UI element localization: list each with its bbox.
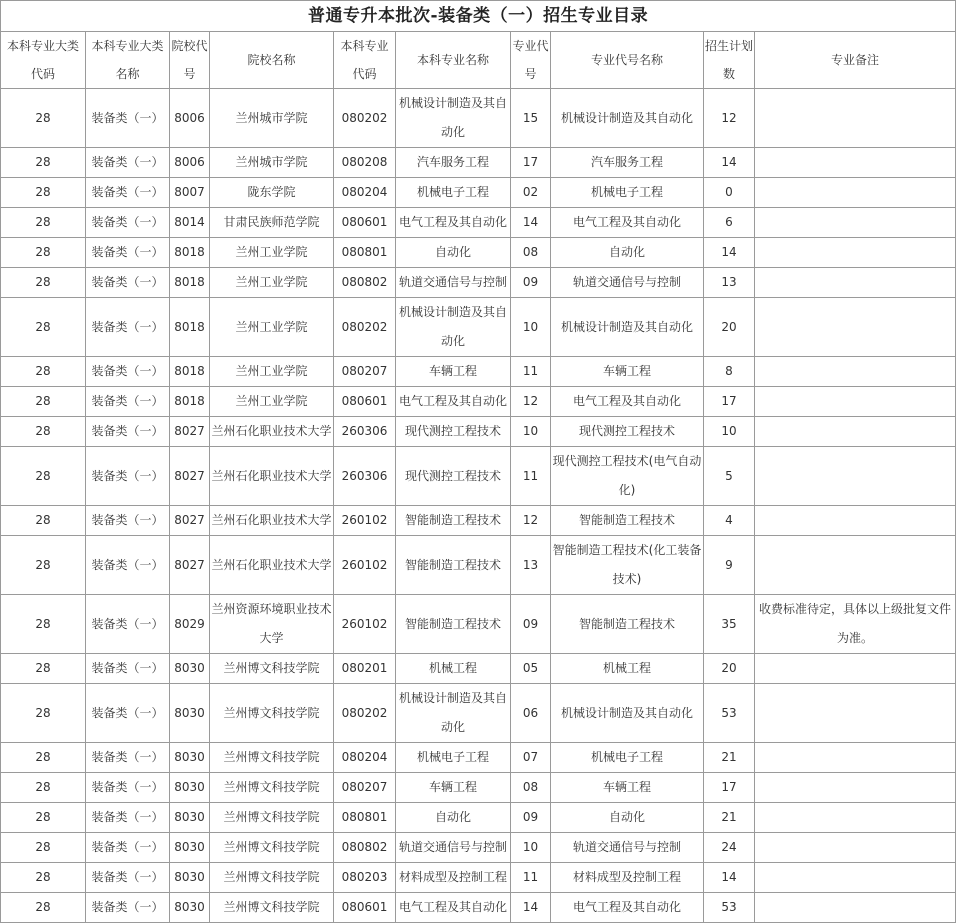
- remarks-cell: [755, 89, 956, 148]
- category-code-cell: 28: [1, 684, 86, 743]
- table-row: [1, 387, 956, 417]
- school-name-cell: 兰州石化职业技术大学: [210, 417, 334, 447]
- category-code-cell: 28: [1, 506, 86, 536]
- header-row: [1, 32, 956, 89]
- remarks-cell: [755, 684, 956, 743]
- major-code-cell: 080208: [334, 148, 396, 178]
- major-name-cell: 电气工程及其自动化: [396, 208, 511, 238]
- plan-count-cell: 53: [704, 893, 755, 923]
- table-row: [1, 447, 956, 506]
- specialty-code-cell: 12: [511, 387, 551, 417]
- category-code-cell: 28: [1, 89, 86, 148]
- remarks-cell: [755, 447, 956, 506]
- category-name-cell: 装备类（一）: [86, 893, 170, 923]
- specialty-code-cell: 08: [511, 238, 551, 268]
- specialty-name-cell: 车辆工程: [551, 773, 704, 803]
- major-code-cell: 260306: [334, 417, 396, 447]
- school-code-cell: 8030: [170, 654, 210, 684]
- major-name-cell: 车辆工程: [396, 357, 511, 387]
- category-name-cell: 装备类（一）: [86, 536, 170, 595]
- remarks-cell: [755, 208, 956, 238]
- specialty-name-cell: 机械工程: [551, 654, 704, 684]
- plan-count-cell: 14: [704, 863, 755, 893]
- category-name-cell: 装备类（一）: [86, 178, 170, 208]
- category-name-cell: 装备类（一）: [86, 803, 170, 833]
- specialty-name-cell: 材料成型及控制工程: [551, 863, 704, 893]
- specialty-name-cell: 轨道交通信号与控制: [551, 833, 704, 863]
- school-name-cell: 兰州城市学院: [210, 148, 334, 178]
- major-name-cell: 机械电子工程: [396, 178, 511, 208]
- specialty-code-cell: 12: [511, 506, 551, 536]
- category-name-cell: 装备类（一）: [86, 357, 170, 387]
- table-row: [1, 536, 956, 595]
- remarks-cell: [755, 148, 956, 178]
- category-name-cell: 装备类（一）: [86, 684, 170, 743]
- major-code-cell: 260102: [334, 595, 396, 654]
- major-code-cell: 260102: [334, 536, 396, 595]
- specialty-name-cell: 智能制造工程技术: [551, 595, 704, 654]
- major-name-cell: 机械电子工程: [396, 743, 511, 773]
- category-code-cell: 28: [1, 595, 86, 654]
- category-code-cell: 28: [1, 238, 86, 268]
- table-row: [1, 417, 956, 447]
- category-name-cell: 装备类（一）: [86, 447, 170, 506]
- remarks-cell: [755, 536, 956, 595]
- category-name-cell: 装备类（一）: [86, 268, 170, 298]
- major-name-cell: 车辆工程: [396, 773, 511, 803]
- table-row: [1, 357, 956, 387]
- plan-count-cell: 6: [704, 208, 755, 238]
- major-code-cell: 080204: [334, 178, 396, 208]
- school-code-cell: 8030: [170, 893, 210, 923]
- major-code-cell: 080802: [334, 268, 396, 298]
- specialty-code-cell: 14: [511, 208, 551, 238]
- major-name-cell: 现代测控工程技术: [396, 417, 511, 447]
- major-name-cell: 材料成型及控制工程: [396, 863, 511, 893]
- category-code-cell: 28: [1, 536, 86, 595]
- school-name-cell: 兰州博文科技学院: [210, 773, 334, 803]
- major-name-cell: 智能制造工程技术: [396, 506, 511, 536]
- category-name-cell: 装备类（一）: [86, 238, 170, 268]
- specialty-code-cell: 09: [511, 268, 551, 298]
- specialty-name-cell: 机械电子工程: [551, 743, 704, 773]
- category-code-cell: 28: [1, 298, 86, 357]
- plan-count-cell: 24: [704, 833, 755, 863]
- remarks-cell: [755, 743, 956, 773]
- plan-count-cell: 8: [704, 357, 755, 387]
- category-name-cell: 装备类（一）: [86, 506, 170, 536]
- table-row: [1, 148, 956, 178]
- major-code-cell: 080203: [334, 863, 396, 893]
- major-name-cell: 自动化: [396, 803, 511, 833]
- plan-count-cell: 14: [704, 238, 755, 268]
- plan-count-cell: 20: [704, 298, 755, 357]
- major-name-cell: 轨道交通信号与控制: [396, 833, 511, 863]
- school-name-cell: 兰州石化职业技术大学: [210, 506, 334, 536]
- specialty-name-cell: 电气工程及其自动化: [551, 387, 704, 417]
- category-name-cell: 装备类（一）: [86, 89, 170, 148]
- school-name-cell: 兰州工业学院: [210, 298, 334, 357]
- major-name-cell: 电气工程及其自动化: [396, 387, 511, 417]
- plan-count-cell: 9: [704, 536, 755, 595]
- category-code-cell: 28: [1, 893, 86, 923]
- remarks-cell: [755, 417, 956, 447]
- table-row: [1, 833, 956, 863]
- major-code-cell: 080201: [334, 654, 396, 684]
- school-name-cell: 兰州工业学院: [210, 387, 334, 417]
- specialty-name-cell: 机械设计制造及其自动化: [551, 684, 704, 743]
- plan-count-cell: 20: [704, 654, 755, 684]
- category-code-cell: 28: [1, 148, 86, 178]
- specialty-code-cell: 06: [511, 684, 551, 743]
- major-code-cell: 080802: [334, 833, 396, 863]
- table-row: [1, 298, 956, 357]
- specialty-code-cell: 14: [511, 893, 551, 923]
- remarks-cell: 收费标准待定，具体以上级批复文件为准。: [755, 595, 956, 654]
- major-name-cell: 汽车服务工程: [396, 148, 511, 178]
- major-name-cell: 机械工程: [396, 654, 511, 684]
- remarks-cell: [755, 298, 956, 357]
- school-name-cell: 兰州城市学院: [210, 89, 334, 148]
- header-category-code: 本科专业大类代码: [1, 32, 86, 89]
- remarks-cell: [755, 387, 956, 417]
- table-row: [1, 803, 956, 833]
- school-code-cell: 8006: [170, 148, 210, 178]
- specialty-name-cell: 车辆工程: [551, 357, 704, 387]
- category-name-cell: 装备类（一）: [86, 387, 170, 417]
- school-code-cell: 8007: [170, 178, 210, 208]
- specialty-code-cell: 02: [511, 178, 551, 208]
- specialty-name-cell: 电气工程及其自动化: [551, 208, 704, 238]
- specialty-code-cell: 05: [511, 654, 551, 684]
- category-name-cell: 装备类（一）: [86, 148, 170, 178]
- header-school-code: 院校代号: [170, 32, 210, 89]
- category-code-cell: 28: [1, 268, 86, 298]
- specialty-name-cell: 现代测控工程技术: [551, 417, 704, 447]
- major-code-cell: 080207: [334, 773, 396, 803]
- remarks-cell: [755, 803, 956, 833]
- specialty-code-cell: 11: [511, 863, 551, 893]
- specialty-code-cell: 13: [511, 536, 551, 595]
- table-title: 普通专升本批次-装备类（一）招生专业目录: [1, 1, 956, 32]
- table-row: [1, 268, 956, 298]
- table-row: [1, 684, 956, 743]
- table-row: [1, 595, 956, 654]
- category-code-cell: 28: [1, 654, 86, 684]
- school-code-cell: 8018: [170, 357, 210, 387]
- category-name-cell: 装备类（一）: [86, 743, 170, 773]
- header-specialty-code: 专业代号: [511, 32, 551, 89]
- major-code-cell: 260102: [334, 506, 396, 536]
- school-name-cell: 兰州博文科技学院: [210, 863, 334, 893]
- school-code-cell: 8014: [170, 208, 210, 238]
- plan-count-cell: 53: [704, 684, 755, 743]
- specialty-code-cell: 07: [511, 743, 551, 773]
- school-name-cell: 兰州石化职业技术大学: [210, 447, 334, 506]
- major-name-cell: 轨道交通信号与控制: [396, 268, 511, 298]
- major-name-cell: 智能制造工程技术: [396, 536, 511, 595]
- school-code-cell: 8006: [170, 89, 210, 148]
- major-name-cell: 机械设计制造及其自动化: [396, 89, 511, 148]
- remarks-cell: [755, 506, 956, 536]
- specialty-name-cell: 自动化: [551, 238, 704, 268]
- school-code-cell: 8030: [170, 684, 210, 743]
- major-code-cell: 080202: [334, 298, 396, 357]
- header-major-code: 本科专业代码: [334, 32, 396, 89]
- table-row: [1, 238, 956, 268]
- school-code-cell: 8027: [170, 536, 210, 595]
- remarks-cell: [755, 863, 956, 893]
- major-name-cell: 机械设计制造及其自动化: [396, 684, 511, 743]
- remarks-cell: [755, 654, 956, 684]
- major-code-cell: 080202: [334, 89, 396, 148]
- remarks-cell: [755, 773, 956, 803]
- header-plan-count: 招生计划数: [704, 32, 755, 89]
- remarks-cell: [755, 833, 956, 863]
- header-specialty-name: 专业代号名称: [551, 32, 704, 89]
- header-school-name: 院校名称: [210, 32, 334, 89]
- specialty-code-cell: 10: [511, 298, 551, 357]
- category-code-cell: 28: [1, 208, 86, 238]
- specialty-code-cell: 11: [511, 447, 551, 506]
- school-code-cell: 8029: [170, 595, 210, 654]
- school-code-cell: 8030: [170, 833, 210, 863]
- category-code-cell: 28: [1, 773, 86, 803]
- remarks-cell: [755, 238, 956, 268]
- specialty-code-cell: 09: [511, 803, 551, 833]
- table-row: [1, 208, 956, 238]
- school-name-cell: 陇东学院: [210, 178, 334, 208]
- school-code-cell: 8018: [170, 268, 210, 298]
- category-name-cell: 装备类（一）: [86, 298, 170, 357]
- major-code-cell: 080202: [334, 684, 396, 743]
- specialty-name-cell: 现代测控工程技术(电气自动化): [551, 447, 704, 506]
- specialty-name-cell: 轨道交通信号与控制: [551, 268, 704, 298]
- remarks-cell: [755, 893, 956, 923]
- specialty-code-cell: 10: [511, 833, 551, 863]
- school-name-cell: 兰州博文科技学院: [210, 803, 334, 833]
- school-name-cell: 兰州资源环境职业技术大学: [210, 595, 334, 654]
- major-name-cell: 机械设计制造及其自动化: [396, 298, 511, 357]
- school-code-cell: 8018: [170, 298, 210, 357]
- specialty-name-cell: 智能制造工程技术(化工装备技术): [551, 536, 704, 595]
- header-category-name: 本科专业大类名称: [86, 32, 170, 89]
- plan-count-cell: 17: [704, 773, 755, 803]
- specialty-code-cell: 09: [511, 595, 551, 654]
- category-name-cell: 装备类（一）: [86, 595, 170, 654]
- school-name-cell: 兰州博文科技学院: [210, 833, 334, 863]
- specialty-code-cell: 15: [511, 89, 551, 148]
- school-code-cell: 8027: [170, 506, 210, 536]
- major-code-cell: 080801: [334, 803, 396, 833]
- category-code-cell: 28: [1, 447, 86, 506]
- major-code-cell: 080601: [334, 208, 396, 238]
- header-major-name: 本科专业名称: [396, 32, 511, 89]
- school-code-cell: 8018: [170, 238, 210, 268]
- specialty-name-cell: 智能制造工程技术: [551, 506, 704, 536]
- category-code-cell: 28: [1, 178, 86, 208]
- category-code-cell: 28: [1, 387, 86, 417]
- specialty-name-cell: 机械设计制造及其自动化: [551, 298, 704, 357]
- plan-count-cell: 12: [704, 89, 755, 148]
- plan-count-cell: 0: [704, 178, 755, 208]
- table-row: [1, 506, 956, 536]
- major-code-cell: 080801: [334, 238, 396, 268]
- school-code-cell: 8030: [170, 863, 210, 893]
- specialty-name-cell: 机械设计制造及其自动化: [551, 89, 704, 148]
- school-code-cell: 8027: [170, 417, 210, 447]
- remarks-cell: [755, 357, 956, 387]
- category-name-cell: 装备类（一）: [86, 833, 170, 863]
- major-code-cell: 080601: [334, 387, 396, 417]
- table-row: [1, 893, 956, 923]
- plan-count-cell: 5: [704, 447, 755, 506]
- school-code-cell: 8030: [170, 743, 210, 773]
- category-name-cell: 装备类（一）: [86, 417, 170, 447]
- category-name-cell: 装备类（一）: [86, 773, 170, 803]
- table-row: [1, 89, 956, 148]
- specialty-code-cell: 17: [511, 148, 551, 178]
- school-code-cell: 8018: [170, 387, 210, 417]
- plan-count-cell: 10: [704, 417, 755, 447]
- remarks-cell: [755, 178, 956, 208]
- specialty-name-cell: 机械电子工程: [551, 178, 704, 208]
- school-name-cell: 甘肃民族师范学院: [210, 208, 334, 238]
- category-name-cell: 装备类（一）: [86, 863, 170, 893]
- plan-count-cell: 17: [704, 387, 755, 417]
- table-row: [1, 743, 956, 773]
- table-row: [1, 773, 956, 803]
- specialty-code-cell: 08: [511, 773, 551, 803]
- school-code-cell: 8030: [170, 803, 210, 833]
- specialty-name-cell: 自动化: [551, 803, 704, 833]
- remarks-cell: [755, 268, 956, 298]
- plan-count-cell: 4: [704, 506, 755, 536]
- plan-count-cell: 21: [704, 743, 755, 773]
- plan-count-cell: 35: [704, 595, 755, 654]
- major-name-cell: 现代测控工程技术: [396, 447, 511, 506]
- category-name-cell: 装备类（一）: [86, 654, 170, 684]
- category-code-cell: 28: [1, 417, 86, 447]
- plan-count-cell: 14: [704, 148, 755, 178]
- major-code-cell: 080204: [334, 743, 396, 773]
- school-name-cell: 兰州工业学院: [210, 238, 334, 268]
- major-name-cell: 电气工程及其自动化: [396, 893, 511, 923]
- school-name-cell: 兰州博文科技学院: [210, 684, 334, 743]
- specialty-name-cell: 汽车服务工程: [551, 148, 704, 178]
- major-name-cell: 自动化: [396, 238, 511, 268]
- plan-count-cell: 21: [704, 803, 755, 833]
- school-code-cell: 8030: [170, 773, 210, 803]
- category-code-cell: 28: [1, 833, 86, 863]
- school-name-cell: 兰州石化职业技术大学: [210, 536, 334, 595]
- table-row: [1, 178, 956, 208]
- category-name-cell: 装备类（一）: [86, 208, 170, 238]
- specialty-code-cell: 11: [511, 357, 551, 387]
- school-name-cell: 兰州工业学院: [210, 268, 334, 298]
- major-code-cell: 260306: [334, 447, 396, 506]
- school-name-cell: 兰州工业学院: [210, 357, 334, 387]
- category-code-cell: 28: [1, 357, 86, 387]
- plan-count-cell: 13: [704, 268, 755, 298]
- school-name-cell: 兰州博文科技学院: [210, 743, 334, 773]
- major-name-cell: 智能制造工程技术: [396, 595, 511, 654]
- table-body: [1, 89, 956, 923]
- specialty-name-cell: 电气工程及其自动化: [551, 893, 704, 923]
- category-code-cell: 28: [1, 803, 86, 833]
- major-code-cell: 080601: [334, 893, 396, 923]
- category-code-cell: 28: [1, 743, 86, 773]
- school-name-cell: 兰州博文科技学院: [210, 893, 334, 923]
- table-row: [1, 863, 956, 893]
- header-remarks: 专业备注: [755, 32, 956, 89]
- school-name-cell: 兰州博文科技学院: [210, 654, 334, 684]
- major-code-cell: 080207: [334, 357, 396, 387]
- school-code-cell: 8027: [170, 447, 210, 506]
- specialty-code-cell: 10: [511, 417, 551, 447]
- table-row: [1, 654, 956, 684]
- category-code-cell: 28: [1, 863, 86, 893]
